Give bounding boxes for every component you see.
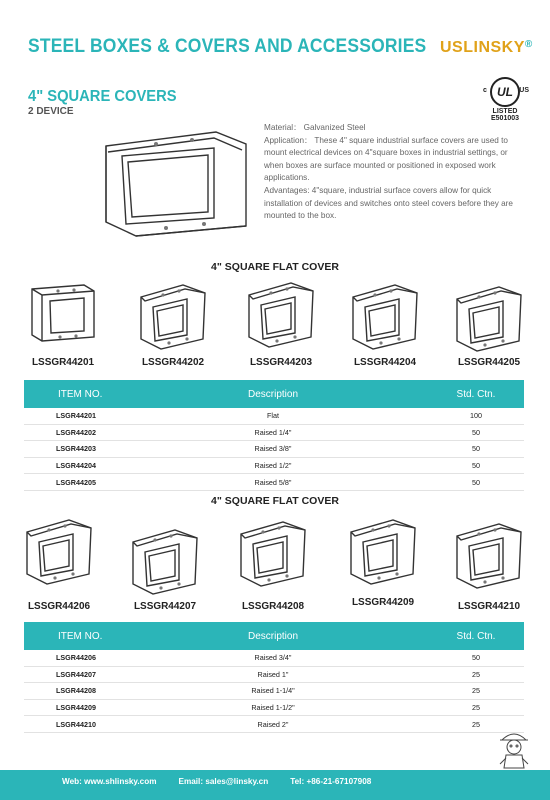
description-cell: Raised 1" xyxy=(257,669,289,679)
std-ctn-cell: 25 xyxy=(472,703,480,713)
mascot-figure-icon xyxy=(494,728,534,770)
item-no-cell: LSGR44207 xyxy=(56,669,96,679)
std-ctn-cell: 50 xyxy=(472,427,480,437)
material-text: Material： Galvanized Steel xyxy=(264,123,366,132)
item-no-cell: LSGR44208 xyxy=(56,686,96,696)
table-row xyxy=(24,716,524,733)
col-item-no: ITEM NO. xyxy=(58,388,103,400)
cover-image xyxy=(18,281,108,348)
product-code: LSSGR44205 xyxy=(457,356,521,368)
table1-body xyxy=(24,408,524,491)
product-code: LSSGR44202 xyxy=(141,356,205,368)
std-ctn-cell: 50 xyxy=(472,444,480,454)
group2-title: 4" SQUARE FLAT COVER xyxy=(211,495,339,507)
table2-body xyxy=(24,650,524,733)
brand-logo: USLINSKY® xyxy=(440,39,533,56)
ul-file-number: E501003 xyxy=(490,115,520,122)
product-code: LSSGR44204 xyxy=(353,356,417,368)
table1 xyxy=(24,380,524,491)
table-row xyxy=(24,441,524,458)
cover-image xyxy=(338,514,428,593)
product-code: LSSGR44207 xyxy=(133,600,197,612)
product-card xyxy=(444,518,534,612)
cover-image xyxy=(14,514,104,593)
product-code: LSSGR44203 xyxy=(249,356,313,368)
table-row xyxy=(24,408,524,425)
std-ctn-cell: 50 xyxy=(472,477,480,487)
table-row xyxy=(24,474,524,491)
group1-title: 4" SQUARE FLAT COVER xyxy=(211,261,339,273)
product-code: LSSGR44201 xyxy=(31,356,95,368)
product-card xyxy=(128,279,218,368)
product-code: LSSGR44210 xyxy=(457,600,521,612)
page-title: STEEL BOXES & COVERS AND ACCESSORIES xyxy=(28,36,427,57)
cover-image xyxy=(128,279,218,358)
product-description xyxy=(264,122,528,223)
cover-image xyxy=(444,518,534,597)
table-row xyxy=(24,700,524,717)
product-code: LSSGR44208 xyxy=(241,600,305,612)
description-cell: Raised 3/4" xyxy=(254,653,292,663)
ul-listed-text: LISTED xyxy=(492,108,518,115)
table-row xyxy=(24,667,524,684)
col-std-ctn: Std. Ctn. xyxy=(456,388,496,400)
table-row xyxy=(24,650,524,667)
product-card xyxy=(120,524,210,612)
description-cell: Flat xyxy=(267,411,279,421)
item-no-cell: LSGR44205 xyxy=(56,477,96,487)
description-cell: Raised 5/8" xyxy=(254,477,292,487)
description-cell: Raised 1/2" xyxy=(254,461,292,471)
col-std-ctn: Std. Ctn. xyxy=(456,630,496,642)
cover-image xyxy=(228,516,318,595)
table2 xyxy=(24,622,524,733)
footer-email-link[interactable]: Email: sales@linsky.cn xyxy=(178,777,269,786)
description-cell: Raised 2" xyxy=(257,719,289,729)
ul-listed-logo xyxy=(482,77,528,122)
product-card xyxy=(228,516,318,612)
table-row xyxy=(24,425,524,442)
hero-cover-image xyxy=(96,122,256,242)
table2-header xyxy=(24,622,524,650)
product-card xyxy=(236,277,326,368)
description-cell: Raised 1-1/4" xyxy=(251,686,295,696)
std-ctn-cell: 50 xyxy=(472,653,480,663)
table1-header xyxy=(24,380,524,408)
footer-web-link[interactable]: Web: www.shlinsky.com xyxy=(62,777,157,786)
product-card xyxy=(18,281,108,368)
cover-image xyxy=(444,281,534,360)
item-no-cell: LSGR44202 xyxy=(56,427,96,437)
std-ctn-cell: 50 xyxy=(472,461,480,471)
section-subtitle: 2 DEVICE xyxy=(28,106,74,117)
std-ctn-cell: 100 xyxy=(470,411,482,421)
item-no-cell: LSGR44206 xyxy=(56,653,96,663)
table-row xyxy=(24,458,524,475)
col-description: Description xyxy=(247,630,299,642)
description-cell: Raised 3/8" xyxy=(254,444,292,454)
advantages-text: Advantages: 4"square, industrial surface covers allow for quick installation of devices and switches onto steel covers before they are mounted to the box. xyxy=(264,185,513,221)
section-title: 4" SQUARE COVERS xyxy=(28,88,177,105)
product-card xyxy=(14,514,104,612)
product-card xyxy=(444,281,534,368)
cover-image xyxy=(120,524,210,603)
product-code: LSSGR44209 xyxy=(351,596,415,608)
col-description: Description xyxy=(247,388,299,400)
item-no-cell: LSGR44210 xyxy=(56,719,96,729)
item-no-cell: LSGR44204 xyxy=(56,461,96,471)
item-no-cell: LSGR44209 xyxy=(56,703,96,713)
col-item-no: ITEM NO. xyxy=(58,630,103,642)
item-no-cell: LSGR44201 xyxy=(56,411,96,421)
ul-mark: c UL US xyxy=(490,77,520,107)
product-card xyxy=(338,514,428,608)
std-ctn-cell: 25 xyxy=(472,669,480,679)
footer-phone: Tel: +86-21-67107908 xyxy=(290,777,372,786)
std-ctn-cell: 25 xyxy=(472,719,480,729)
application-text: Application： These 4" square industrial surface covers are used to mount electrical devices on 4"square boxes in industrial settings, or when boxes are surface mounted or positioned in exposed work applications. xyxy=(264,135,508,183)
cover-image xyxy=(340,279,430,358)
cover-image xyxy=(236,277,326,356)
footer xyxy=(62,777,371,786)
description-cell: Raised 1-1/2" xyxy=(251,703,295,713)
std-ctn-cell: 25 xyxy=(472,686,480,696)
item-no-cell: LSGR44203 xyxy=(56,444,96,454)
product-code: LSSGR44206 xyxy=(27,600,91,612)
table-row xyxy=(24,683,524,700)
product-card xyxy=(340,279,430,368)
description-cell: Raised 1/4" xyxy=(254,427,292,437)
